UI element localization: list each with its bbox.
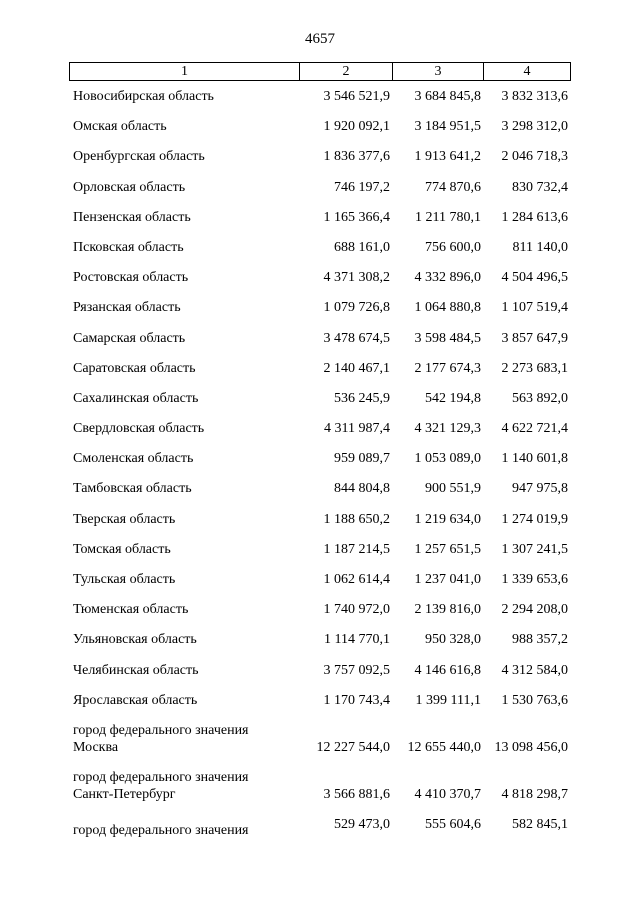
table-row (0, 511, 640, 541)
value-col-2: 3 757 092,5 (323, 662, 390, 678)
value-col-4: 13 098 456,0 (494, 739, 568, 755)
value-col-4: 1 339 653,6 (501, 572, 568, 587)
value-col-4: 1 307 241,5 (501, 541, 568, 557)
value-col-2: 1 079 726,8 (323, 300, 390, 316)
value-col-3: 555 604,6 (425, 816, 481, 832)
value-col-4: 1 530 763,6 (501, 692, 568, 708)
value-col-3: 1 219 634,0 (414, 511, 481, 527)
table-row (0, 450, 640, 480)
table-row (0, 269, 640, 299)
region-name: Тверская область (73, 511, 176, 527)
value-col-2: 4 371 308,2 (323, 270, 390, 286)
table-row (0, 769, 640, 816)
region-name: Саратовская область (73, 360, 196, 376)
value-col-4: 1 140 601,8 (501, 451, 568, 467)
table-row (0, 179, 640, 209)
table-row (0, 88, 640, 118)
table-row (0, 209, 640, 239)
value-col-2: 1 114 770,1 (324, 632, 390, 648)
value-col-2: 3 566 881,6 (323, 786, 390, 802)
column-header-4: 4 (523, 64, 531, 79)
value-col-4: 1 274 019,9 (501, 511, 568, 527)
value-col-4: 563 892,0 (512, 390, 568, 406)
value-col-4: 811 140,0 (512, 239, 568, 255)
value-col-3: 774 870,6 (425, 179, 481, 195)
region-name-line-1: город федерального значения (73, 722, 249, 738)
region-name: Ростовская область (73, 270, 189, 286)
table-row (0, 601, 640, 631)
table-row (0, 118, 640, 148)
value-col-4: 582 845,1 (512, 816, 568, 832)
region-name (73, 769, 303, 803)
value-col-2: 1 062 614,4 (323, 572, 390, 587)
value-col-3: 1 257 651,5 (414, 541, 481, 557)
table-row (0, 148, 640, 178)
value-col-3: 1 053 089,0 (414, 451, 481, 467)
value-col-4: 988 357,2 (512, 632, 568, 648)
value-col-4: 1 284 613,6 (501, 209, 568, 225)
table-row (0, 662, 640, 692)
table-row (0, 816, 640, 840)
value-col-3: 900 551,9 (425, 481, 481, 497)
region-name: Тюменская область (73, 602, 189, 618)
region-name: Тамбовская область (73, 481, 192, 497)
region-name: Ярославская область (73, 692, 198, 708)
page-number: 4657 (305, 31, 335, 47)
region-name-line-1: город федерального значения (73, 769, 249, 785)
column-header-1: 1 (70, 63, 300, 80)
table-row (0, 541, 640, 571)
value-col-4: 4 504 496,5 (501, 270, 568, 286)
region-name-line-2: Москва (73, 739, 119, 755)
value-col-2: 536 245,9 (334, 390, 390, 406)
region-name: Псковская область (73, 239, 184, 255)
table-row (0, 330, 640, 360)
value-col-3: 1 211 780,1 (415, 209, 481, 225)
region-name: Пензенская область (73, 209, 191, 225)
table-row (0, 420, 640, 450)
value-col-4: 830 732,4 (512, 179, 568, 195)
value-col-3: 4 410 370,7 (414, 786, 481, 802)
value-col-4: 2 294 208,0 (501, 602, 568, 618)
value-col-3: 2 139 816,0 (414, 602, 481, 618)
value-col-2: 1 920 092,1 (323, 119, 390, 135)
table-row (0, 571, 640, 601)
value-col-3: 542 194,8 (425, 390, 481, 406)
value-col-2: 2 140 467,1 (323, 360, 390, 376)
column-header-2: 2 (300, 63, 393, 80)
table-row (0, 239, 640, 269)
value-col-3: 4 146 616,8 (414, 662, 481, 678)
region-name: Тульская область (73, 572, 176, 587)
column-header-3: 3 (393, 63, 484, 80)
region-name-line-2: Санкт-Петербург (73, 786, 176, 802)
value-col-4: 2 046 718,3 (501, 149, 568, 165)
region-name: Свердловская область (73, 421, 205, 437)
region-name: Рязанская область (73, 300, 181, 316)
value-col-4: 3 298 312,0 (501, 119, 568, 135)
region-name: Ульяновская область (73, 632, 197, 648)
value-col-2: 529 473,0 (334, 816, 390, 832)
value-col-3: 1 064 880,8 (414, 300, 481, 316)
value-col-4: 4 818 298,7 (501, 786, 568, 802)
value-col-2: 3 478 674,5 (323, 330, 390, 346)
value-col-4: 4 622 721,4 (501, 421, 568, 437)
value-col-3: 3 684 845,8 (414, 89, 481, 104)
value-col-3: 4 332 896,0 (414, 270, 481, 286)
value-col-3: 2 177 674,3 (414, 360, 481, 376)
region-name: Орловская область (73, 179, 186, 195)
value-col-2: 746 197,2 (334, 179, 390, 195)
region-name: Смоленская область (73, 451, 194, 467)
region-name: Томская область (73, 541, 171, 557)
region-name: Самарская область (73, 330, 186, 346)
value-col-3: 1 399 111,1 (415, 692, 481, 708)
region-name (73, 722, 303, 756)
region-name: Сахалинская область (73, 390, 199, 406)
value-col-3: 12 655 440,0 (407, 739, 481, 755)
table-row (0, 360, 640, 390)
value-col-3: 3 598 484,5 (414, 330, 481, 346)
region-name: город федерального значения (73, 822, 249, 838)
value-col-3: 950 328,0 (425, 632, 481, 648)
value-col-2: 1 165 366,4 (323, 209, 390, 225)
region-name: Оренбургская область (73, 149, 205, 165)
region-name: Челябинская область (73, 662, 199, 678)
value-col-4: 2 273 683,1 (501, 360, 568, 376)
value-col-4: 947 975,8 (512, 481, 568, 497)
value-col-2: 3 546 521,9 (323, 89, 390, 104)
table-row (0, 390, 640, 420)
value-col-2: 1 170 743,4 (323, 692, 390, 708)
table-row (0, 692, 640, 722)
table-row (0, 480, 640, 510)
value-col-3: 4 321 129,3 (414, 421, 481, 437)
value-col-2: 4 311 987,4 (324, 421, 390, 437)
value-col-2: 844 804,8 (334, 481, 390, 497)
value-col-3: 756 600,0 (425, 239, 481, 255)
value-col-2: 12 227 544,0 (316, 739, 390, 755)
value-col-4: 3 832 313,6 (501, 89, 568, 104)
table-header (69, 62, 571, 81)
value-col-4: 1 107 519,4 (501, 300, 568, 316)
value-col-4: 4 312 584,0 (501, 662, 568, 678)
region-name: Омская область (73, 119, 167, 135)
table-row (0, 299, 640, 329)
value-col-2: 1 187 214,5 (323, 541, 390, 557)
value-col-3: 3 184 951,5 (414, 119, 481, 135)
value-col-2: 688 161,0 (334, 239, 390, 255)
table-row (0, 722, 640, 769)
value-col-2: 1 836 377,6 (323, 149, 390, 165)
value-col-3: 1 913 641,2 (414, 149, 481, 165)
value-col-2: 1 740 972,0 (323, 602, 390, 618)
value-col-3: 1 237 041,0 (414, 572, 481, 587)
table-body (0, 88, 640, 840)
value-col-4: 3 857 647,9 (501, 330, 568, 346)
table-row (0, 631, 640, 661)
region-name: Новосибирская область (73, 89, 214, 104)
value-col-2: 959 089,7 (334, 451, 390, 467)
value-col-2: 1 188 650,2 (323, 511, 390, 527)
